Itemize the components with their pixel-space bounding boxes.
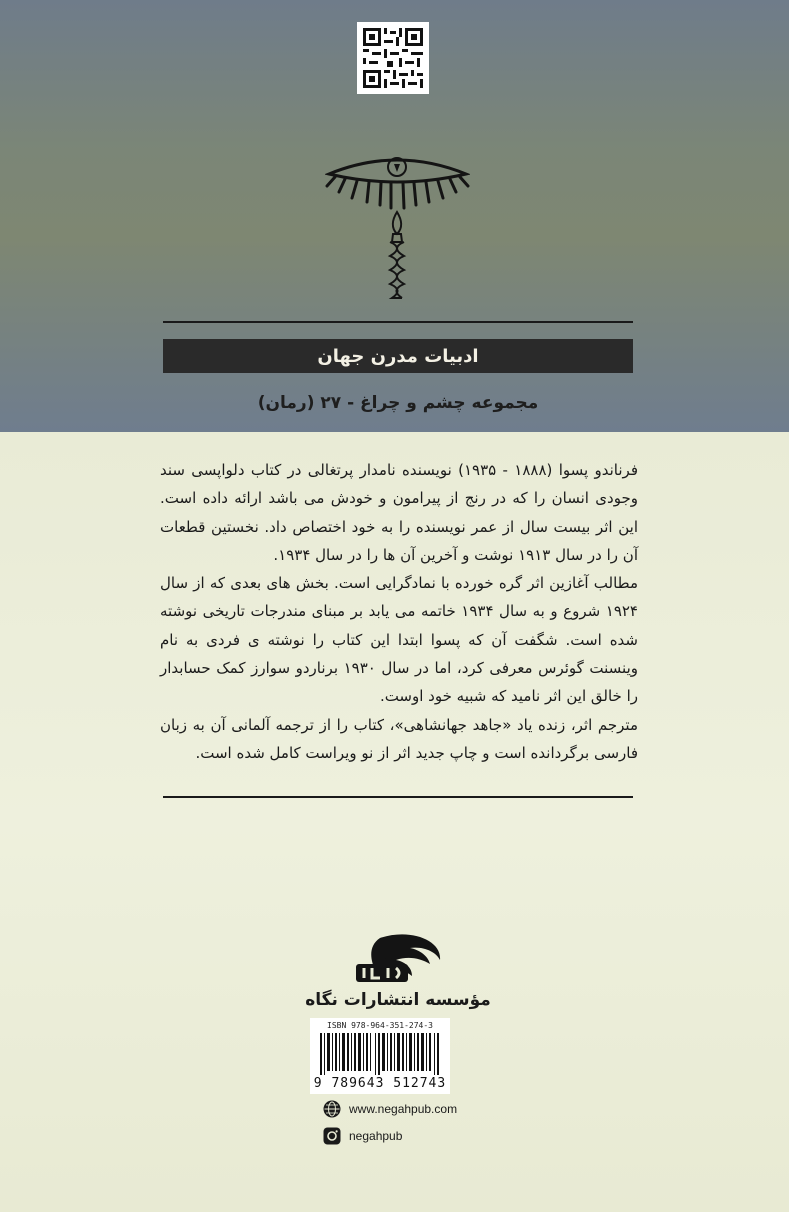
book-description xyxy=(160,456,638,767)
instagram-icon xyxy=(323,1127,341,1145)
instagram-handle[interactable]: negahpub xyxy=(349,1129,403,1143)
isbn-barcode xyxy=(310,1018,450,1094)
description-paragraph: مترجم اثر، زنده یاد «جاهد جهانشاهی»، کتاب را از ترجمه آلمانی آن به زبان فارسی برگردانده است و چاپ جدید اثر از نو ویراست کامل شده است. xyxy=(160,715,638,762)
barcode-digits: 9 789643 512743 xyxy=(313,1076,447,1091)
eye-emblem-icon xyxy=(325,150,470,212)
description-paragraph: فرناندو پسوا (۱۸۸۸ - ۱۹۳۵) نویسنده نامدار پرتغالی در کتاب دلواپسی سند وجودی انسان را که در رنج از پیرامون و خودش می باشد ارائه داده است. این اثر بیست سال از عمر نویسنده را به خود اختصاص داد. نخستین قطعات آن را در سال ۱۹۱۳ نوشت و آخرین آن ها را در سال ۱۹۳۴. xyxy=(160,461,638,564)
publisher-name: مؤسسه انتشارات نگاه xyxy=(305,990,491,1010)
series-title: ادبیات مدرن جهان xyxy=(317,345,479,367)
torch-icon xyxy=(380,210,414,305)
website-link[interactable]: www.negahpub.com xyxy=(349,1102,458,1116)
instagram-row[interactable] xyxy=(323,1126,402,1146)
description-paragraph: مطالب آغازین اثر گره خورده با نمادگرایی است. بخش های بعدی که از سال ۱۹۲۴ شروع و به سال ۱۹۳۴ خاتمه می یابد بر مبنای مندرجات تاریخی نوشته شده است. شگفت آن که پسوا ابتدا این کتاب را نوشته ی فردی به نام وینسنت گوئرس معرفی کرد، اما در سال ۱۹۳۰ برناردو سوارز کمک حسابدار را خالق این اثر نامید که شبیه خود اوست. xyxy=(160,574,638,706)
publisher-logo-icon xyxy=(350,930,446,988)
qr-code xyxy=(357,22,429,94)
barcode-bars xyxy=(320,1033,440,1075)
collection-label: مجموعه چشم و چراغ - ۲۷ (رمان) xyxy=(257,393,539,413)
globe-icon xyxy=(323,1100,341,1118)
bottom-divider xyxy=(163,796,633,798)
isbn-label: ISBN 978-964-351-274-3 xyxy=(327,1021,433,1030)
website-row[interactable] xyxy=(323,1099,457,1119)
series-banner xyxy=(163,339,633,373)
top-divider xyxy=(163,321,633,323)
